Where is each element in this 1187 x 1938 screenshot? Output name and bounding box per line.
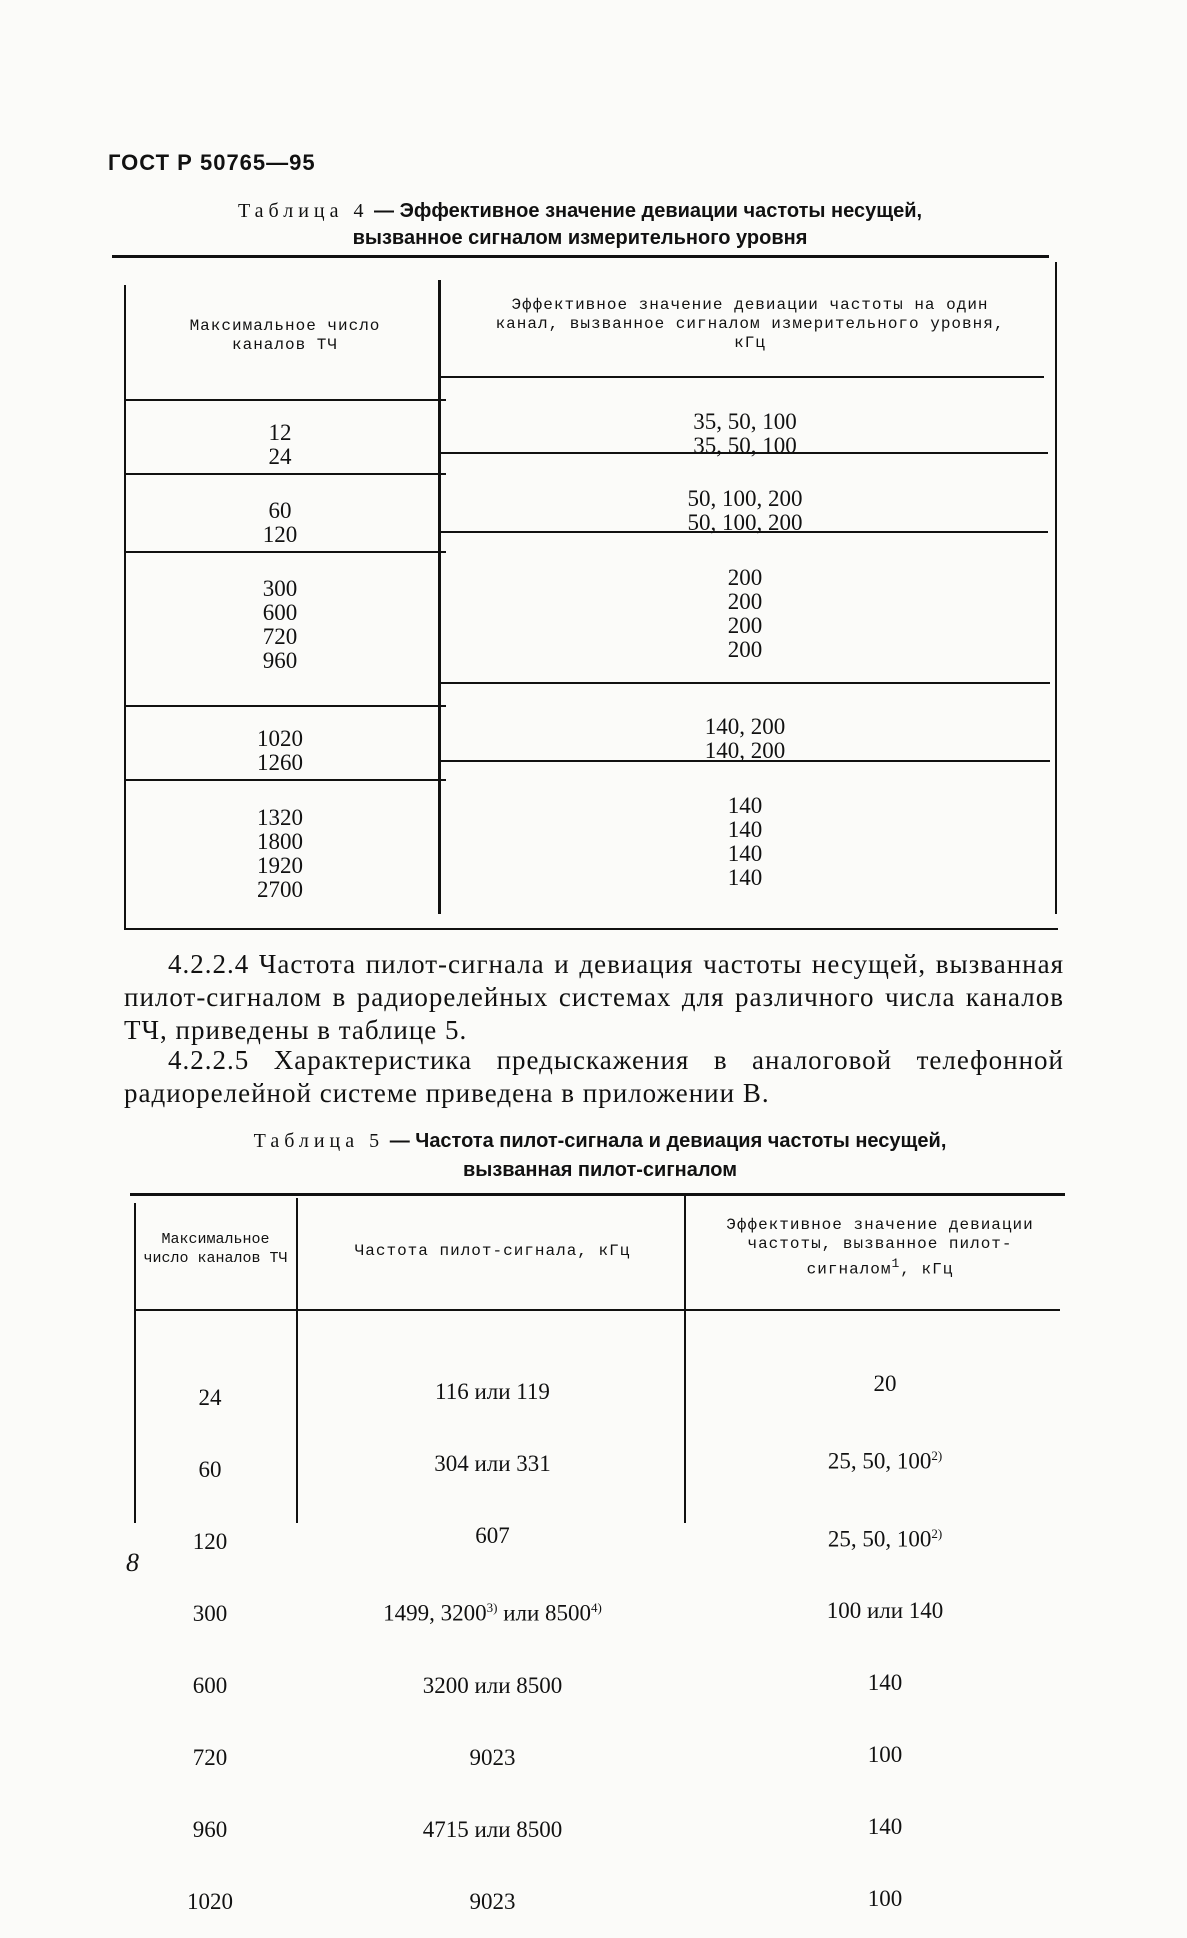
table4-channels-cell: 60 120 [262,498,298,547]
table5-title-line2: вызванная пилот-сигналом [462,1159,738,1181]
table4-rule [124,551,446,553]
table5-title-line1: — Частота пилот-сигнала и девиация частоты несущей, [389,1130,947,1152]
table5-top-rule [130,1193,1065,1196]
table5-header-rule [135,1309,1060,1311]
table-cell: 24 [198,1385,222,1410]
table4-top-rule [112,255,1049,258]
table4-channels-cell: 300 600 720 960 [262,576,298,673]
table-cell: 140 [867,1814,903,1840]
table-cell: 25, 50, 100$^{2)}$ [827,1525,943,1552]
document-header: ГОСТ Р 50765—95 [108,150,316,175]
table-cell: 100 [867,1742,903,1768]
table5-left-border [134,1203,136,1523]
table4-deviation-cell: 140 140 140 140 [727,793,763,890]
table4-rule [124,473,446,475]
table5-caption [200,1130,1000,1182]
table-cell: 60 [198,1457,222,1482]
table-cell: 116 или 119 [435,1379,550,1404]
table5-label: Таблица 5 [253,1130,385,1152]
table4-rule [440,682,1050,684]
table-cell: 3200 или 8500 [422,1672,563,1698]
table4-rule [124,705,446,707]
table4-deviation-cell: 200 200 200 200 [727,565,763,662]
table4-col2-header: Эффективное значение девиации частоты на один канал, вызванное сигналом измерительного уровня, кГц [495,296,1005,352]
table4-channels-cell: 12 24 [268,420,292,469]
table5-pilot-freq-column [305,1332,680,1938]
table-cell: 720 [192,1745,228,1770]
paragraph-4-2-2-5: 4.2.2.5 Характеристика предыскажения в аналоговой телефонной радиорелейной системе приведена в приложении В. [124,1045,1064,1108]
table5-channels-column [140,1338,280,1938]
table-cell: 120 [192,1529,228,1554]
table-cell: 1020 [187,1889,233,1914]
table4-col-divider [438,280,441,914]
table5-deviation-column [695,1324,1075,1935]
table4-caption [180,200,980,250]
page-number: 8 [126,1548,139,1577]
table4-bottom-rule [124,928,1058,930]
table5-col-divider [684,1196,686,1523]
table5-col2-header: Частота пилот-сигнала, кГц [354,1242,631,1260]
table-cell: 304 или 331 [434,1451,551,1476]
table-cell: 25, 50, 100$^{2)}$ [827,1448,943,1474]
table4-col1-header: Максимальное число каналов ТЧ [189,317,381,354]
table4-channels-cell: 1320 1800 1920 2700 [257,805,303,902]
table-cell: 9023 [469,1888,516,1914]
table4-title-line2: вызванное сигналом измерительного уровня [352,227,808,249]
paragraph-4-2-2-4: 4.2.2.4 Частота пилот-сигнала и девиация частоты несущей, вызванная пилот-сигналом в радиорелейных системах для различного числа каналов ТЧ, приведены в таблице 5. [124,949,1064,1045]
table-cell: 600 [192,1673,228,1698]
table-cell: 20 [873,1371,897,1396]
table5-col-divider [296,1198,298,1523]
table4-label: Таблица 4 [237,200,369,222]
table4-channels-cell: 1020 1260 [257,726,303,775]
table4-deviation-cell: 35, 50, 100 35, 50, 100 [693,409,797,458]
table4-rule [124,399,446,401]
table-cell: 1499, 3200$^{3)}$ или 8500$^{4)}$ [383,1600,602,1626]
table4-right-border [1055,262,1057,914]
table-cell: 300 [192,1601,228,1626]
table4-rule [440,376,1044,378]
table4-title-line1: — Эффективное значение девиации частоты несущей, [374,200,923,222]
table4-left-border [124,285,126,928]
table5-col1-header: Максимальное число каналов ТЧ [143,1231,288,1267]
table4-rule [124,779,446,781]
table-cell: 100 [867,1886,903,1912]
table4-deviation-cell: 50, 100, 200 50, 100, 200 [687,486,803,535]
table5-col3-header: Эффективное значение девиации частоты, вызванное пилот-сигналом$^1$, кГц [726,1216,1034,1279]
table-cell: 100 или 140 [826,1598,944,1624]
table-cell: 9023 [469,1744,516,1770]
table-cell: 607 [475,1523,510,1548]
table4-deviation-cell: 140, 200 140, 200 [704,714,786,763]
table-cell: 4715 или 8500 [422,1816,563,1842]
table-cell: 960 [192,1817,228,1842]
table-cell: 140 [867,1670,903,1696]
